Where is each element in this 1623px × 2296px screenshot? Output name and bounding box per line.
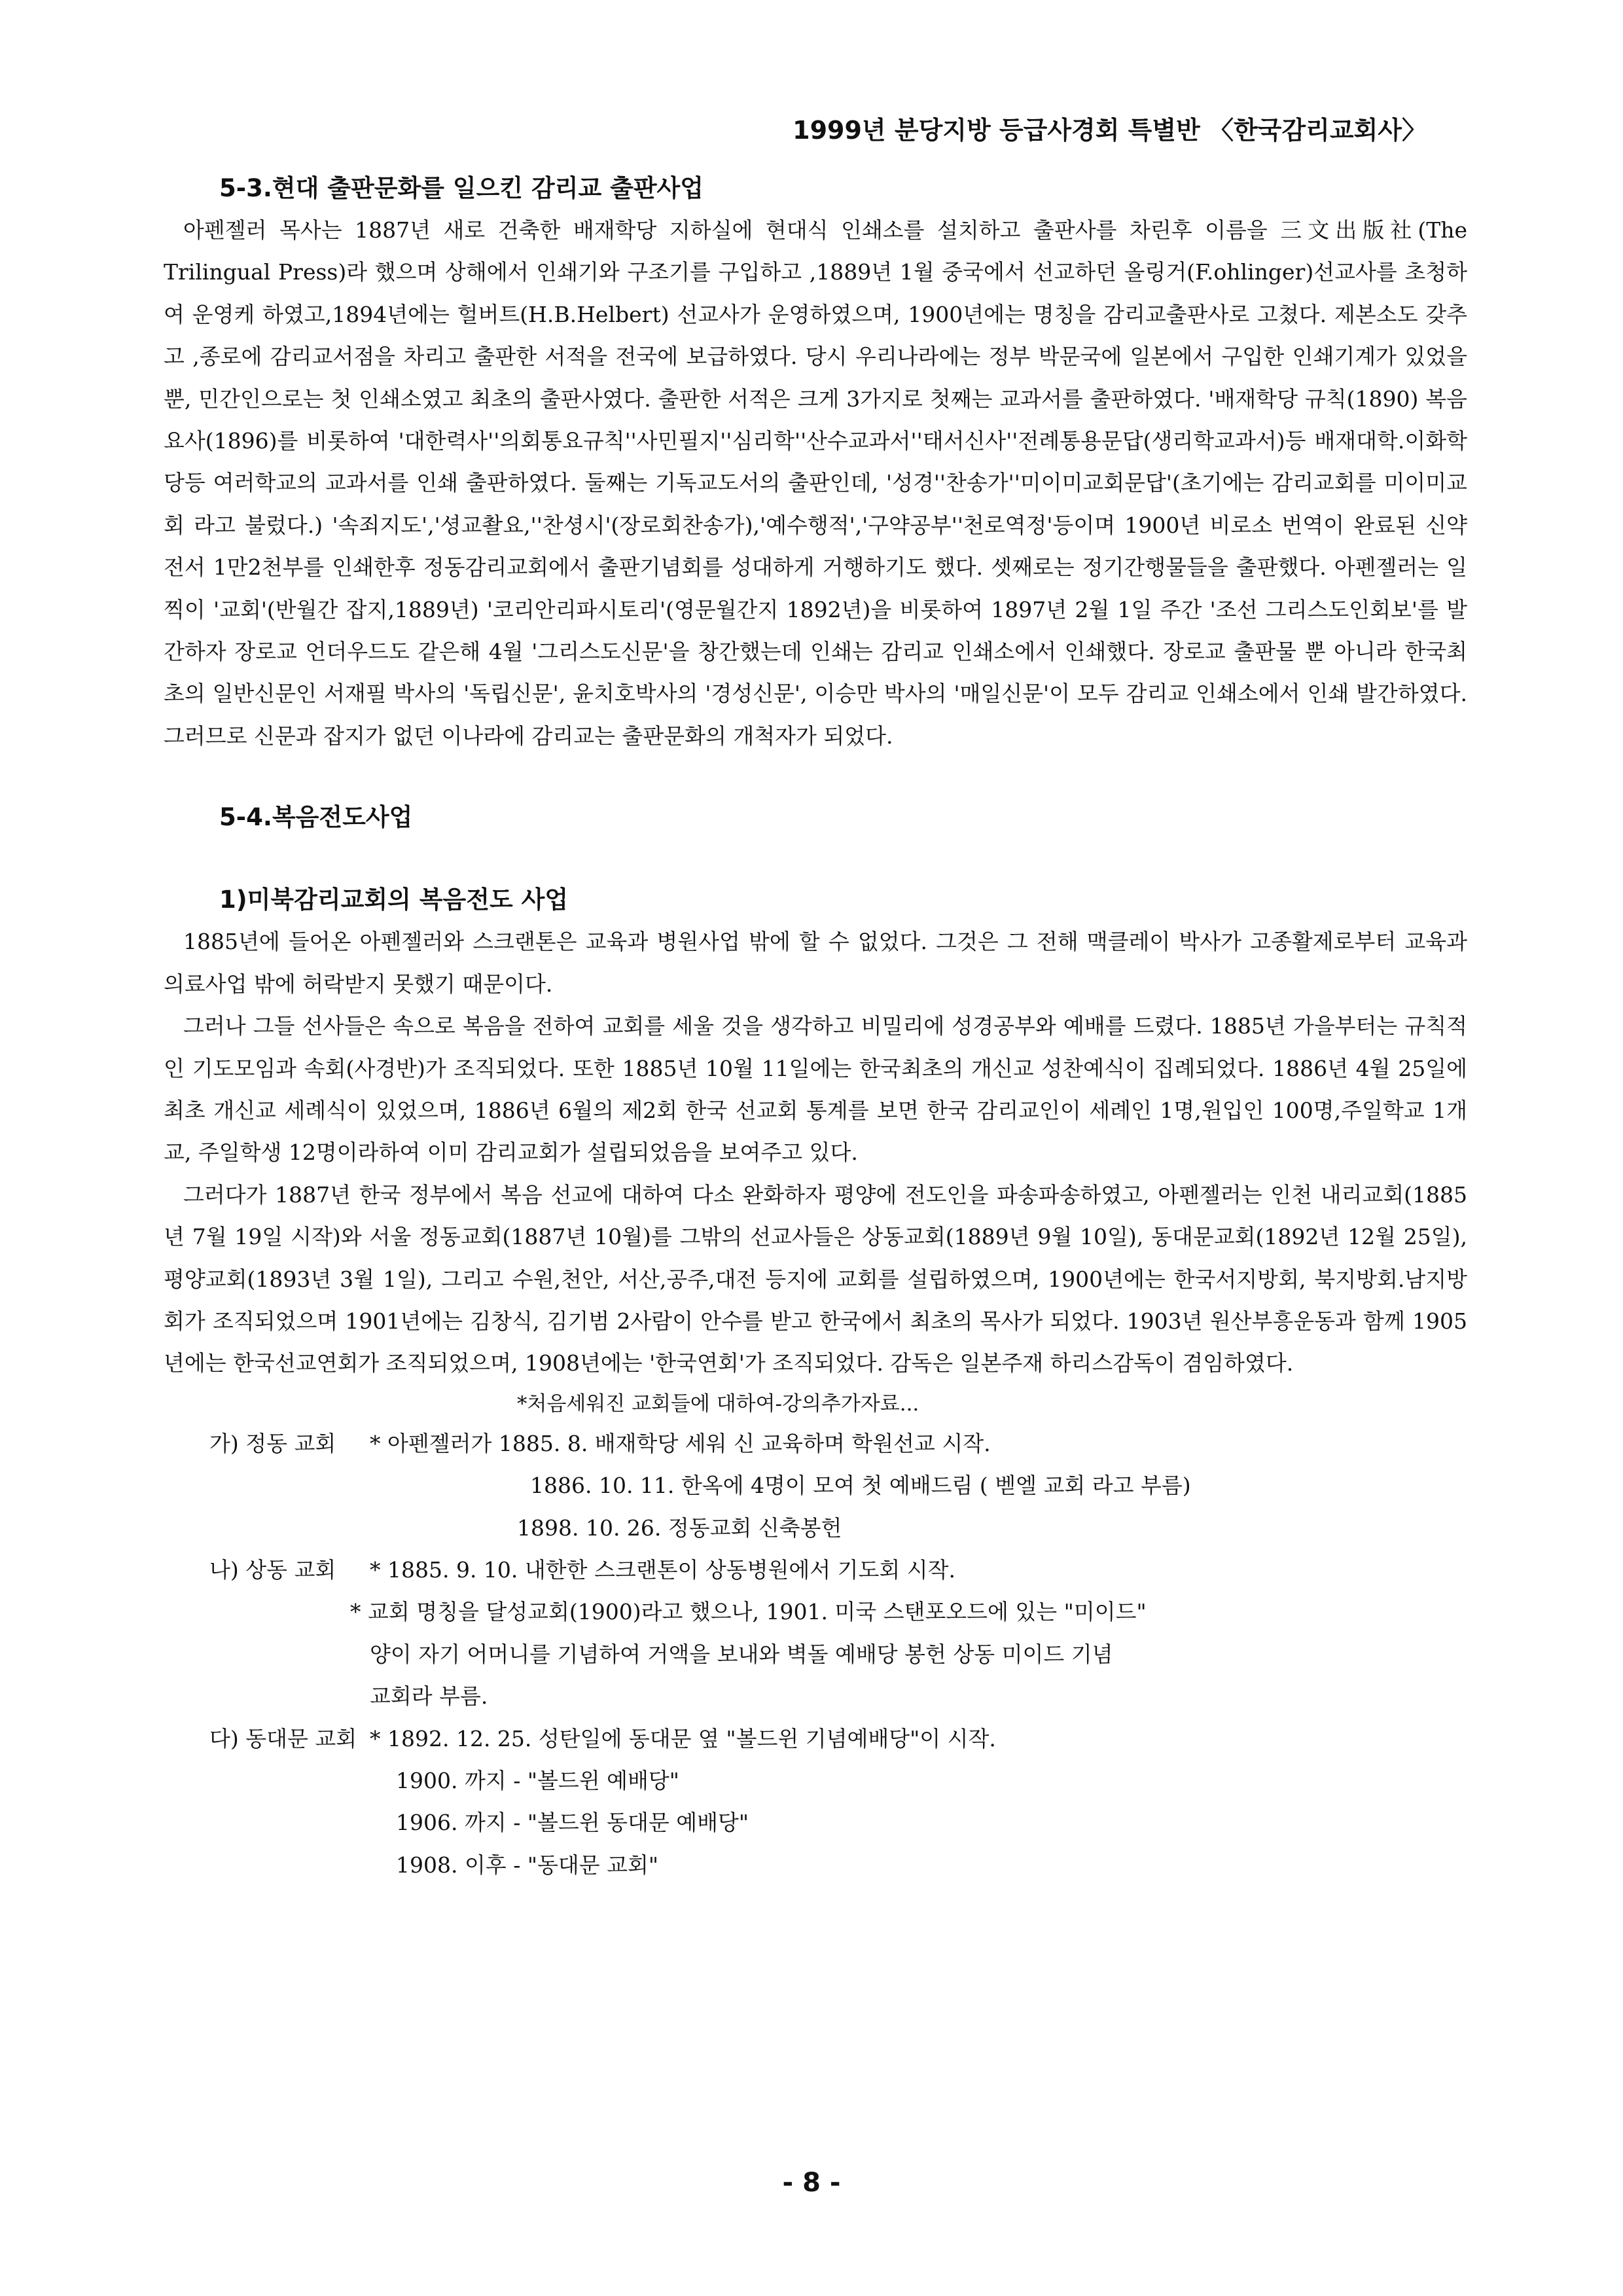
church-line: * 1892. 12. 25. 성탄일에 동대문 옆 "볼드윈 기념예배당"이 시작. xyxy=(370,1725,996,1751)
section-5-3-paragraph: 아펜젤러 목사는 1887년 새로 건축한 배재학당 지하실에 현대식 인쇄소를 설치하고 출판사를 차린후 이름을 三文出版社(The Trilingual Press)라 했으며 상해에서 인쇄기와 구조기를 구입하고 ,1889년 1월 중국에서 선교하던 올링거(F.ohlinger)선교사를 초청하여 운영케 하였고,1894년에는 헐버트(H.B.Helbert) 선교사가 운영하였으며, 1900년에는 명칭을 감리교출판사로 고쳤다. 제본소도 갖추고 ,종로에 감리교서점을 차리고 출판한 서적을 전국에 보급하였다. 당시 우리나라에는 정부 박문국에 일본에서 구입한 인쇄기계가 있었을 뿐, 민간인으로는 첫 인쇄소였고 최초의 출판사였다. 출판한 서적은 크게 3가지로 첫째는 교과서를 출판하였다. '배재학당 규칙(1890) 복음요사(1896)를 비롯하여 '대한력사''의회통요규칙''사민필지''심리학''산수교과서''태서신사''전례통용문답(생리학교과서)등 배재대학.이화학당등 여러학교의 교과서를 인쇄 출판하였다. 둘째는 기독교도서의 출판인데, '성경''찬송가''미이미교회문답'(초기에는 감리교회를 미이미교회 라고 불렀다.) '속죄지도','셩교촬요,''찬셩시'(장로회찬송가),'예수행적','구약공부''천로역정'등이며 1900년 비로소 번역이 완료된 신약전서 1만2천부를 인쇄한후 정동감리교회에서 출판기념회를 성대하게 거행하기도 했다. 셋째로는 정기간행물들을 출판했다. 아펜젤러는 일찍이 '교회'(반월간 잡지,1889년) '코리안리파시토리'(영문월간지 1892년)을 비롯하여 1897년 2월 1일 주간 '조선 그리스도인회보'를 발간하자 장로교 언더우드도 같은해 4월 '그리스도신문'을 창간했는데 인쇄는 감리교 인쇄소에서 인쇄했다. 장로교 출판물 뿐 아니라 한국최초의 일반신문인 서재필 박사의 '독립신문', 윤치호박사의 '경성신문', 이승만 박사의 '매일신문'이 모두 감리교 인쇄소에서 인쇄 발간하였다. 그러므로 신문과 잡지가 없던 이나라에 감리교는 출판문화의 개척자가 되었다. xyxy=(164,217,1467,749)
church-label: 다) 동대문 교회 xyxy=(209,1725,357,1751)
page-number: - 8 - xyxy=(782,2168,841,2198)
church-details xyxy=(350,1549,1467,1718)
church-line: * 1885. 9. 10. 내한한 스크랜톤이 상동병원에서 기도회 시작. xyxy=(370,1556,956,1583)
page-header: 1999년 분당지방 등급사경회 특별반 〈한국감리교회사〉 xyxy=(793,116,1427,145)
spacer xyxy=(164,757,1467,797)
church-line: 1886. 10. 11. 한옥에 4명이 모여 첫 예배드림 ( 벧엘 교회 라고 부름) xyxy=(530,1473,1191,1499)
church-details xyxy=(370,1718,1467,1887)
church-label: 가) 정동 교회 xyxy=(209,1430,336,1456)
church-line: * 교회 명칭을 달성교회(1900)라고 했으나, 1901. 미국 스탠포오드에 있는 "미이드" xyxy=(350,1599,1147,1625)
church-label: 나) 상동 교회 xyxy=(209,1556,336,1583)
church-line: 1900. 까지 - "볼드윈 예배당" xyxy=(396,1768,679,1793)
lecture-note: *처음세워진 교회들에 대하여-강의추가자료... xyxy=(517,1391,919,1416)
church-line: 1898. 10. 26. 정동교회 신축봉헌 xyxy=(517,1515,842,1541)
church-line: 교회라 부름. xyxy=(370,1683,488,1710)
church-line: 1906. 까지 - "볼드윈 동대문 예배당" xyxy=(396,1810,749,1836)
subsection-1-title: 1)미북감리교회의 복음전도 사업 xyxy=(219,886,569,914)
church-line: * 아펜젤러가 1885. 8. 배재학당 세워 신 교육하며 학원선교 시작. xyxy=(370,1430,991,1456)
section-5-4-paragraph-3: 그러다가 1887년 한국 정부에서 복음 선교에 대하여 다소 완화하자 평양에 전도인을 파송파송하였고, 아펜젤러는 인천 내리교회(1885년 7월 19일 시작)와 서울 정동교회(1887년 10월)를 그밖의 선교사들은 상동교회(1889년 9월 10일), 동대문교회(1892년 12월 25일), 평양교회(1893년 3월 1일), 그리고 수원,천안, 서산,공주,대전 등지에 교회를 설립하였으며, 1900년에는 한국서지방회, 북지방회.남지방회가 조직되었으며 1901년에는 김창식, 김기범 2사람이 안수를 받고 한국에서 최초의 목사가 되었다. 1903년 원산부흥운동과 함께 1905년에는 한국선교연회가 조직되었으며, 1908년에는 '한국연회'가 조직되었다. 감독은 일본주재 하리스감독이 겸임하였다. xyxy=(164,1181,1467,1376)
church-line: 양이 자기 어머니를 기념하여 거액을 보내와 벽돌 예배당 봉헌 상동 미이드 기념 xyxy=(370,1641,1113,1667)
page-content xyxy=(164,168,1467,1886)
church-item-jeongdong xyxy=(164,1423,1467,1549)
church-item-dongdaemun xyxy=(164,1718,1467,1887)
section-5-4-title: 5-4.복음전도사업 xyxy=(219,803,413,832)
section-5-4-paragraph-1: 1885년에 들어온 아펜젤러와 스크랜톤은 교육과 병원사업 밖에 할 수 없었다. 그것은 그 전해 맥클레이 박사가 고종활제로부터 교육과 의료사업 밖에 허락받지 못했기 때문이다. xyxy=(164,929,1467,997)
church-item-sangdong xyxy=(164,1549,1467,1718)
church-details xyxy=(370,1423,1467,1549)
section-5-4-paragraph-2: 그러나 그들 선사들은 속으로 복음을 전하여 교회를 세울 것을 생각하고 비밀리에 성경공부와 예배를 드렸다. 1885년 가을부터는 규칙적인 기도모임과 속회(사경반)가 조직되었다. 또한 1885년 10월 11일에는 한국최초의 개신교 성찬예식이 집례되었다. 1886년 4월 25일에 최초 개신교 세례식이 있었으며, 1886년 6월의 제2회 한국 선교회 통계를 보면 한국 감리교인이 세례인 1명,원입인 100명,주일학교 1개교, 주일학생 12명이라하여 이미 감리교회가 설립되었음을 보여주고 있다. xyxy=(164,1013,1467,1166)
section-5-3-title: 5-3.현대 출판문화를 일으킨 감리교 출판사업 xyxy=(219,174,704,202)
spacer xyxy=(164,838,1467,879)
church-line: 1908. 이후 - "동대문 교회" xyxy=(396,1852,659,1878)
